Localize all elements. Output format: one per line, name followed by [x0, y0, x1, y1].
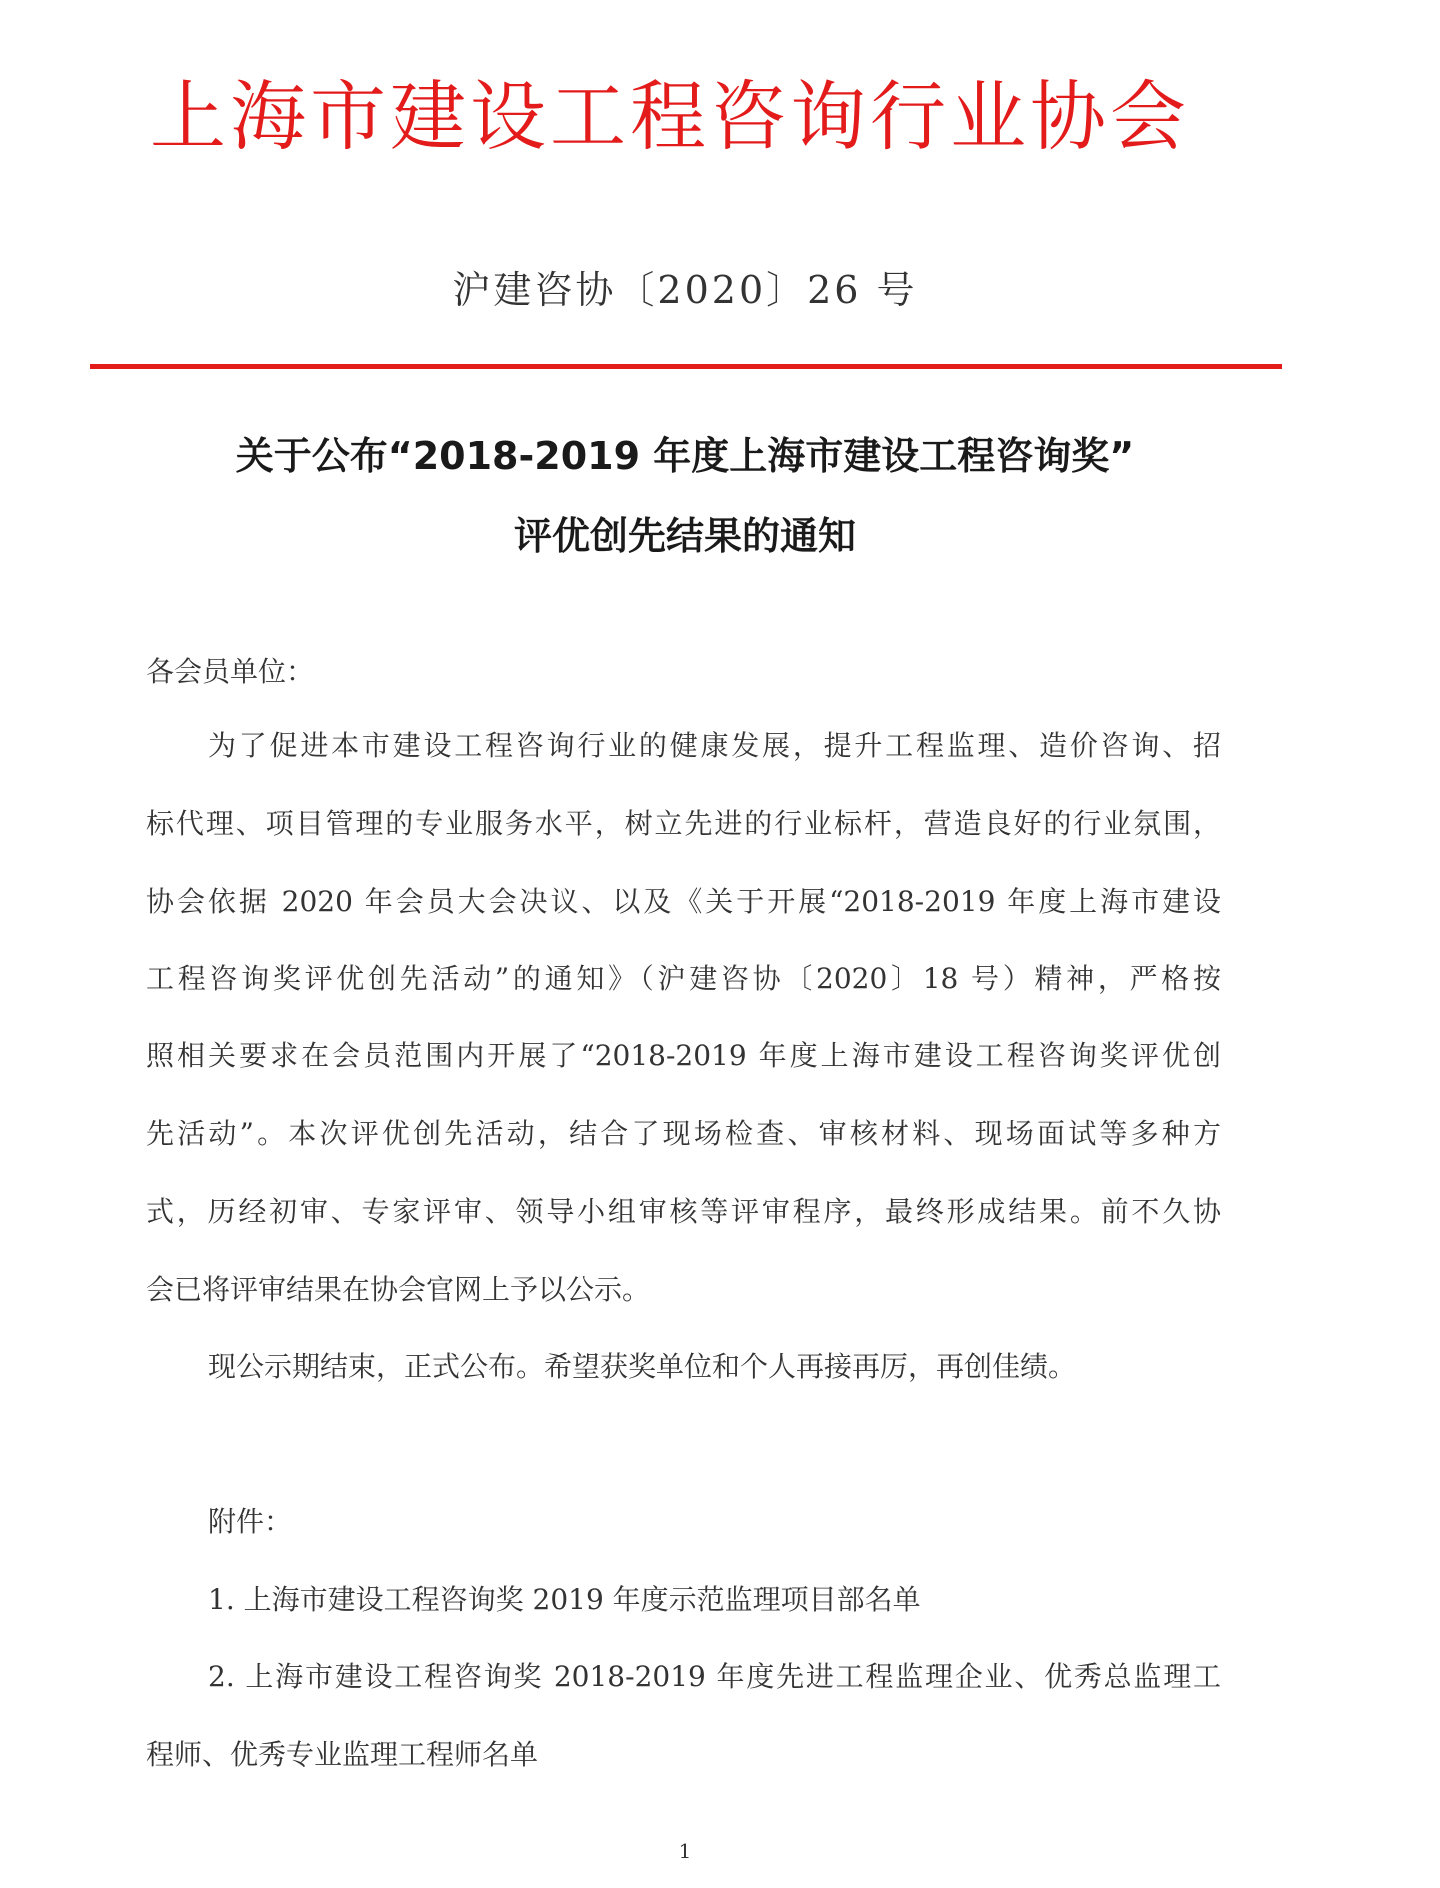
paragraph-1-line-3: 协会依据 2020 年会员大会决议、以及《关于开展“2018-2019 年度上海市建设 [146, 885, 1221, 918]
attachment-item-1: 1. 上海市建设工程咨询奖 2019 年度示范监理项目部名单 [208, 1583, 921, 1616]
organization-header: 上海市建设工程咨询行业协会 [150, 72, 1190, 161]
paragraph-1-line-7: 式，历经初审、专家评审、领导小组审核等评审程序，最终形成结果。前不久协 [146, 1195, 1221, 1228]
document-number: 沪建咨协〔2020〕26 号 [452, 268, 918, 312]
paragraph-2: 现公示期结束，正式公布。希望获奖单位和个人再接再厉，再创佳绩。 [208, 1350, 1077, 1383]
attachment-item-2-line-1: 2. 上海市建设工程咨询奖 2018-2019 年度先进工程监理企业、优秀总监理工 [208, 1660, 1221, 1693]
red-divider-line [90, 364, 1282, 369]
attachment-item-2-line-2: 程师、优秀专业监理工程师名单 [146, 1738, 539, 1771]
title-line-1: 关于公布“2018-2019 年度上海市建设工程咨询奖” [235, 434, 1135, 478]
paragraph-1-line-2: 标代理、项目管理的专业服务水平，树立先进的行业标杆，营造良好的行业氛围， [146, 807, 1221, 840]
paragraph-1-line-6: 先活动”。本次评优创先活动，结合了现场检查、审核材料、现场面试等多种方 [146, 1117, 1221, 1150]
paragraph-1-line-5: 照相关要求在会员范围内开展了“2018-2019 年度上海市建设工程咨询奖评优创 [146, 1039, 1221, 1072]
paragraph-1-line-1: 为了促进本市建设工程咨询行业的健康发展，提升工程监理、造价咨询、招 [208, 729, 1221, 762]
paragraph-1-line-8: 会已将评审结果在协会官网上予以公示。 [146, 1273, 651, 1306]
page-number: 1 [678, 1839, 692, 1863]
title-line-2: 评优创先结果的通知 [513, 514, 856, 558]
paragraph-1-line-4: 工程咨询奖评优创先活动”的通知》（沪建咨协〔2020〕18 号）精神，严格按 [146, 962, 1221, 995]
attachments-label: 附件： [208, 1505, 293, 1538]
salutation: 各会员单位： [146, 655, 315, 688]
